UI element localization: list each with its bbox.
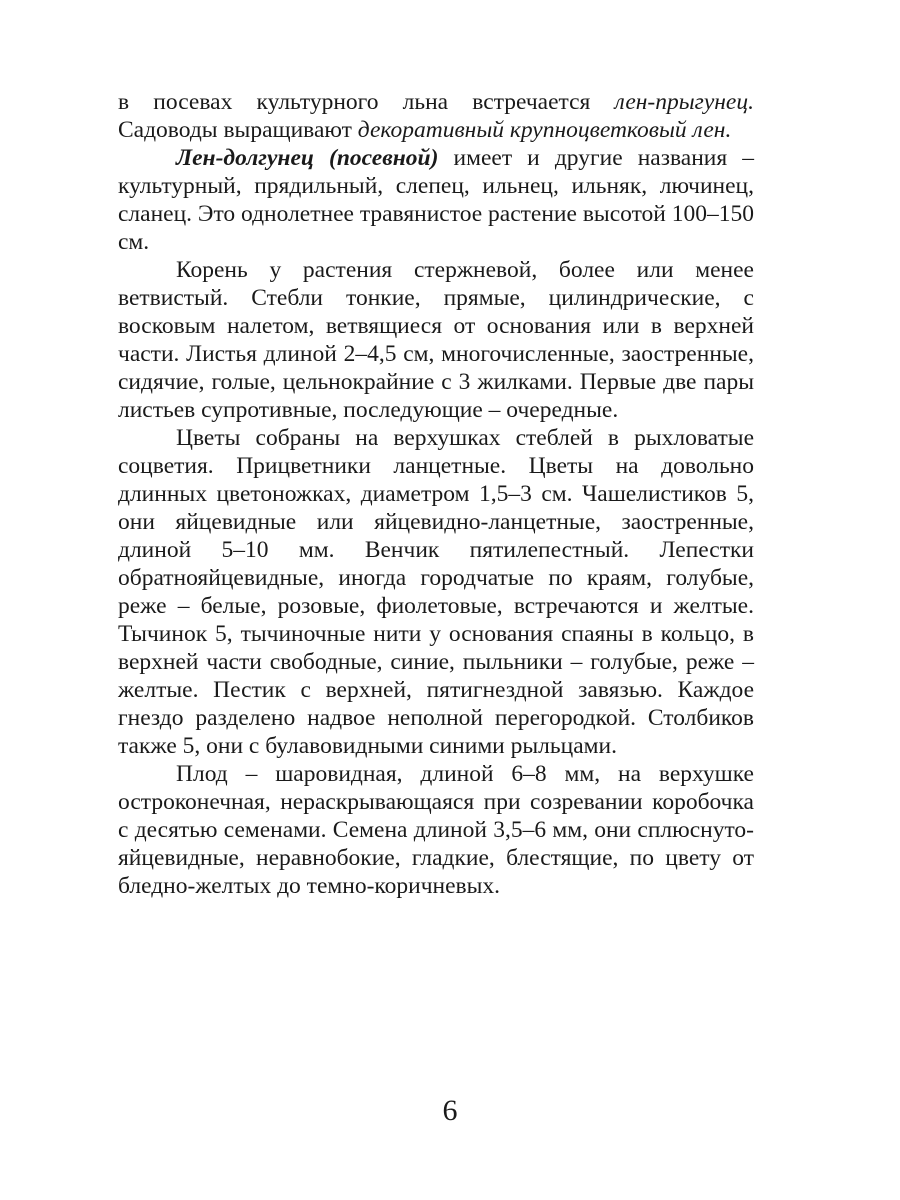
- paragraph-2: [118, 144, 754, 256]
- paragraph-1-text-b: Садоводы выращивают: [118, 117, 358, 143]
- paragraph-5: Плод – шаровидная, длиной 6–8 мм, на верхушке остроконечная, нераскрывающаяся при созревании коробочка с десятью семенами. Семена длиной 3,5–6 мм, они сплюснуто-яйцевидные, неравнобокие, гладкие, блестящие, по цвету от бледно-желтых до темно-коричневых.: [118, 761, 754, 899]
- paragraph-1-text-a: в посевах культурного льна встречается: [118, 89, 615, 115]
- term-len-dolgunets: Лен-долгунец (посевной): [176, 145, 439, 171]
- page-number: 6: [442, 1094, 458, 1127]
- paragraph-1: [118, 88, 754, 144]
- page-body: [118, 88, 754, 900]
- paragraph-2-text: имеет и другие названия – культурный, прядильный, слепец, ильнец, ильняк, лючинец, сланец. Это однолетнее травянистое растение высотой 100–150 см.: [118, 145, 754, 255]
- paragraph-3: Корень у растения стержневой, более или менее ветвистый. Стебли тонкие, прямые, цилиндрические, с восковым налетом, ветвящиеся от основания или в верхней части. Листья длиной 2–4,5 см, многочисленные, заостренные, сидячие, голые, цельнокрайние с 3 жилками. Первые две пары листьев супротивные, последующие – очередные.: [118, 257, 754, 423]
- term-decorative-flax: декоративный крупноцветковый лен.: [357, 117, 732, 143]
- term-len-prygunets: лен-прыгунец.: [614, 89, 754, 115]
- paragraph-4: Цветы собраны на верхушках стеблей в рыхловатые соцветия. Прицветники ланцетные. Цветы на довольно длинных цветоножках, диаметром 1,5–3 см. Чашелистиков 5, они яйцевидные или яйцевидно-ланцетные, заостренные, длиной 5–10 мм. Венчик пятилепестный. Лепестки обратнояйцевидные, иногда городчатые по краям, голубые, реже – белые, розовые, фиолетовые, встречаются и желтые. Тычинок 5, тычиночные нити у основания спаяны в кольцо, в верхней части свободные, синие, пыльники – голубые, реже – желтые. Пестик с верхней, пятигнездной завязью. Каждое гнездо разделено надвое неполной перегородкой. Столбиков также 5, они с булавовидными синими рыльцами.: [118, 425, 754, 759]
